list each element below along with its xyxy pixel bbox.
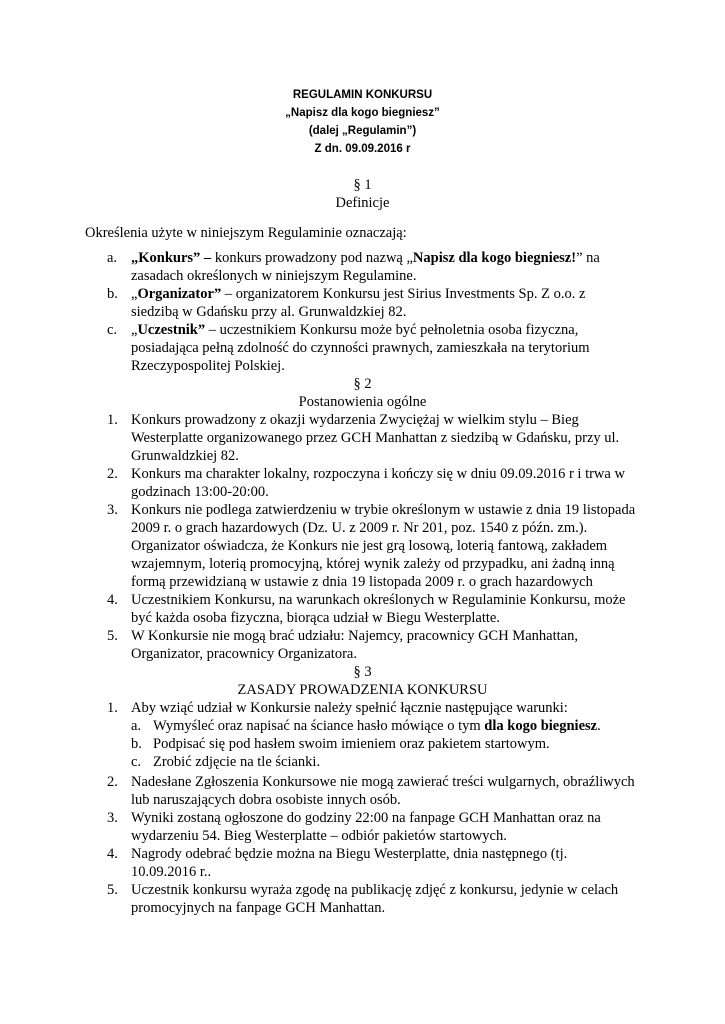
doc-alias: (dalej „Regulamin”): [308, 125, 417, 137]
list-item-text: być każda osoba fizyczna, biorąca udział w Biegu Westerplatte.: [131, 610, 500, 626]
list-marker: b.: [107, 286, 118, 302]
section-1-intro: Określenia użyte w niniejszym Regulaminie oznaczają:: [85, 225, 407, 241]
sub-list-marker: c.: [131, 754, 142, 770]
definition-uczestnik: [131, 321, 578, 339]
list-item-text: Organizator oświadcza, że Konkurs nie jest grą losową, loterią fantową, zakładem: [131, 538, 608, 554]
doc-date: Z dn. 09.09.2016 r: [314, 143, 411, 155]
section-1-title: Definicje: [335, 195, 390, 211]
list-item-text: 2009 r. o grach hazardowych (Dz. U. z 2009 r. Nr 201, poz. 1540 z późn. zm.).: [131, 520, 588, 536]
list-item-text: Organizator, pracownicy Organizatora.: [131, 646, 357, 662]
doc-subtitle: „Napisz dla kogo biegniesz”: [285, 107, 440, 119]
list-item-text: godzinach 13:00-20:00.: [131, 484, 269, 500]
list-marker: c.: [107, 322, 118, 338]
section-3-number: § 3: [353, 664, 372, 680]
list-item-text: Uczestnik konkursu wyraża zgodę na publikację zdjęć z konkursu, jedynie w celach: [131, 882, 619, 898]
list-item-text: Nadesłane Zgłoszenia Konkursowe nie mogą zawierać treści wulgarnych, obraźliwych: [131, 774, 635, 790]
list-marker: 2.: [107, 774, 118, 790]
list-item-text: promocyjnych na fanpage GCH Manhattan.: [131, 900, 386, 916]
list-item-text: wydarzeniu 54. Bieg Westerplatte – odbiór pakietów startowych.: [131, 828, 507, 844]
section-2-title: Postanowienia ogólne: [298, 394, 427, 410]
definition-term: „Konkurs” –: [131, 250, 212, 266]
list-marker: 5.: [107, 882, 118, 898]
list-marker: 1.: [107, 412, 118, 428]
sub-list-item: [153, 717, 601, 735]
list-item-text: Wyniki zostaną ogłoszone do godziny 22:00 na fanpage GCH Manhattan oraz na: [131, 810, 601, 826]
list-item-text: Aby wziąć udział w Konkursie należy spełnić łącznie następujące warunki:: [131, 700, 568, 716]
list-item-text: W Konkursie nie mogą brać udziału: Najemcy, pracownicy GCH Manhattan,: [131, 628, 578, 644]
sub-list-item: Zrobić zdjęcie na tle ścianki.: [153, 754, 321, 770]
definition-text-line: zasadach określonych w niniejszym Regulamine.: [131, 268, 417, 284]
list-marker: 4.: [107, 592, 118, 608]
definition-konkurs: [131, 249, 600, 267]
sub-list-marker: a.: [131, 718, 142, 734]
sub-list-text: .: [597, 718, 601, 734]
list-marker: a.: [107, 250, 118, 266]
list-item-text: wzajemnym, loterią promocyjną, której wynik zależy od przypadku, ani żadną inną: [131, 556, 615, 572]
quote-mark: „: [131, 286, 138, 302]
list-item-text: Grunwaldzkiej 82.: [131, 448, 239, 464]
list-item-text: Westerplatte organizowanego przez GCH Manhattan z siedzibą w Gdańsku, przy ul.: [131, 430, 620, 446]
definition-text-line: siedzibą w Gdańsku przy al. Grunwaldzkiej 82.: [131, 304, 407, 320]
list-item-text: Konkurs nie podlega zatwierdzeniu w trybie określonym w ustawie z dnia 19 listopada: [131, 502, 636, 518]
definition-organizator: [131, 285, 585, 303]
list-item-text: formą przewidzianą w ustawie z dnia 19 listopada 2009 r. o grach hazardowych: [131, 574, 593, 590]
definition-term: Organizator”: [137, 286, 222, 302]
list-item-text: Konkurs ma charakter lokalny, rozpoczyna i kończy się w dniu 09.09.2016 r i trwa w: [131, 466, 625, 482]
sub-list-text: Wymyśleć oraz napisać na ściance hasło mówiące o tym: [153, 718, 485, 734]
list-item-text: Nagrody odebrać będzie można na Biegu Westerplatte, dnia następnego (tj.: [131, 846, 568, 862]
definition-text: – organizatorem Konkursu jest Sirius Investments Sp. Z o.o. z: [221, 286, 586, 302]
list-item-text: 10.09.2016 r..: [131, 864, 212, 880]
definition-text: konkurs prowadzony pod nazwą „: [211, 250, 413, 266]
definition-text-line: Rzeczypospolitej Polskiej.: [131, 358, 285, 374]
definition-text-line: posiadająca pełną zdolność do czynności prawnych, zamieszkała na terytorium: [131, 340, 590, 356]
sub-list-marker: b.: [131, 736, 142, 752]
section-2-number: § 2: [353, 376, 372, 392]
list-marker: 3.: [107, 810, 118, 826]
list-marker: 2.: [107, 466, 118, 482]
list-item-text: lub naruszających dobra osobiste innych osób.: [131, 792, 401, 808]
contest-name: Napisz dla kogo biegniesz!: [412, 250, 577, 266]
definition-term: Uczestnik”: [137, 322, 206, 338]
sub-list-item: Podpisać się pod hasłem swoim imieniem oraz pakietem startowym.: [153, 736, 550, 752]
list-item-text: Uczestnikiem Konkursu, na warunkach określonych w Regulaminie Konkursu, może: [131, 592, 626, 608]
section-1-number: § 1: [353, 177, 372, 193]
section-3-title: ZASADY PROWADZENIA KONKURSU: [237, 682, 488, 698]
definition-text: – uczestnikiem Konkursu może być pełnoletnia osoba fizyczna,: [205, 322, 579, 338]
quote-mark: „: [131, 322, 138, 338]
list-item-text: Konkurs prowadzony z okazji wydarzenia Zwyciężaj w wielkim stylu – Bieg: [131, 412, 579, 428]
list-marker: 4.: [107, 846, 118, 862]
doc-title: REGULAMIN KONKURSU: [292, 89, 433, 101]
list-marker: 5.: [107, 628, 118, 644]
bold-phrase: dla kogo biegniesz: [484, 718, 598, 734]
definition-text: ” na: [576, 250, 600, 266]
list-marker: 1.: [107, 700, 118, 716]
list-marker: 3.: [107, 502, 118, 518]
